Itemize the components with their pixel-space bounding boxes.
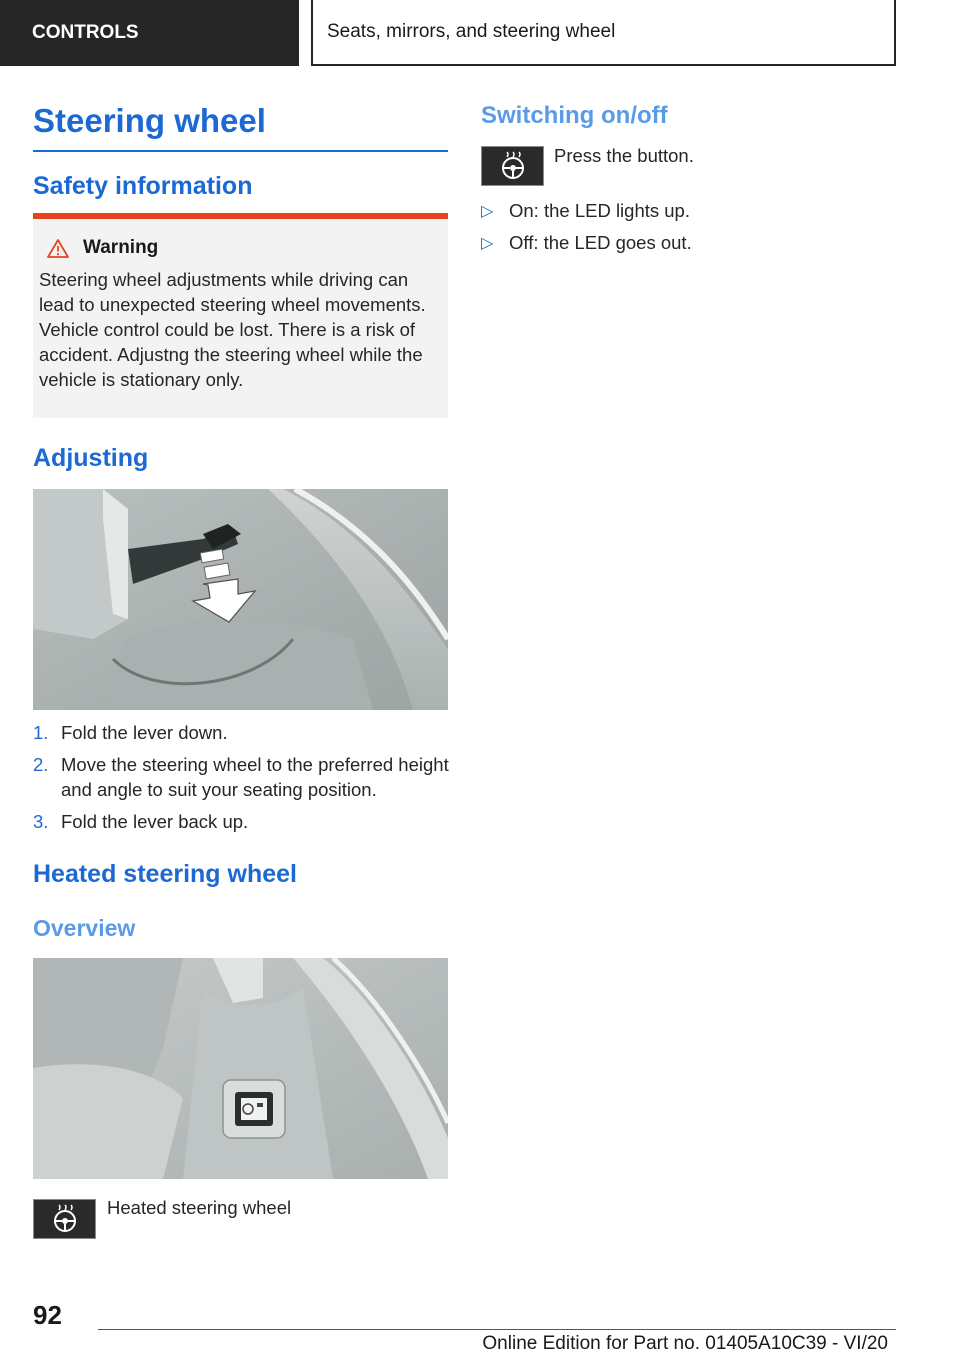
page-number: 92 [33,1300,62,1330]
header-section [0,0,299,66]
heated-steering-wheel-icon [33,1199,96,1239]
heated-heading: Heated steering wheel [33,860,297,888]
step-text: Fold the lever back up. [61,810,249,832]
list-item [481,198,692,223]
step-number: 2. [33,753,49,775]
list-item [33,720,453,746]
triangle-bullet-icon: ▷ [481,235,494,252]
switching-heading: Switching on/off [481,102,668,129]
safety-heading: Safety information [33,172,253,200]
warning-text: Steering wheel adjustments while driving can lead to unexpected steering wheel movements. Vehicle control could be lost. There is a risk of accident. Adjustng the steering wheel while the vehicle is stationary only. [39,269,426,390]
press-button-text: Press the button. [554,145,694,166]
list-item [33,752,453,803]
step-text: Fold the lever down. [61,722,228,743]
icon-caption: Heated steering wheel [107,1197,292,1218]
switching-list [481,198,692,262]
overview-heading: Overview [33,915,136,941]
heated-steering-wheel-icon [481,146,544,186]
bullet-text: On: the LED lights up. [509,200,690,221]
adjusting-heading: Adjusting [33,444,149,472]
adjusting-steps [33,720,453,840]
footer-divider [98,1329,896,1330]
triangle-bullet-icon: ▷ [481,203,494,220]
warning-box [33,213,448,418]
footer-edition: Online Edition for Part no. 01405A10C39 - VI/20 [482,1333,888,1354]
bullet-text: Off: the LED goes out. [509,232,692,253]
header-chapter [311,0,896,66]
step-number: 1. [33,722,49,743]
warning-title [47,237,440,259]
warning-title-text: Warning [83,237,159,258]
list-item [481,230,692,255]
page-title: Steering wheel [33,102,448,152]
warning-triangle-icon [47,239,69,258]
header-chapter-label: Seats, mirrors, and steering wheel [327,21,616,42]
step-text: Move the steering wheel to the preferred height and angle to suit your seating position. [61,753,449,800]
list-item [33,809,453,835]
adjusting-lever-image [33,489,448,710]
header-section-label: CONTROLS [32,22,139,43]
step-number: 3. [33,810,49,832]
heated-button-image [33,958,448,1179]
